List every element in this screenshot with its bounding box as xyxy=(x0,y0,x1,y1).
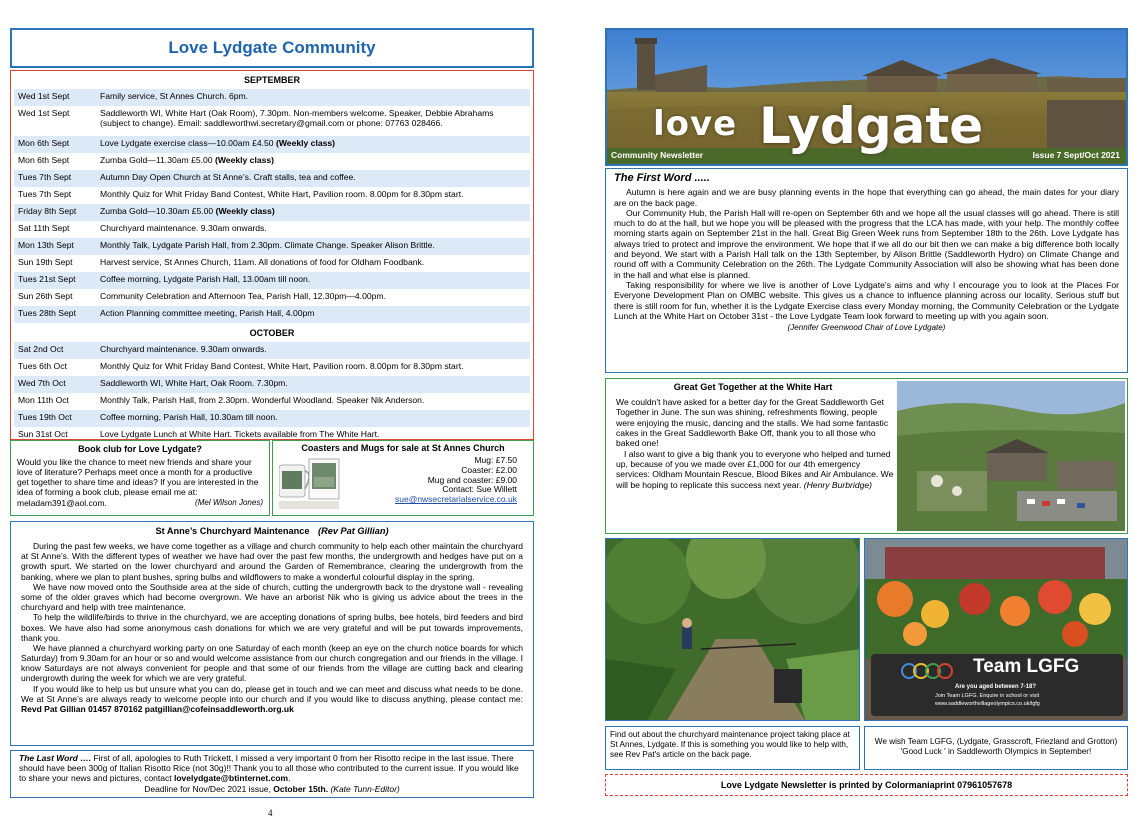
event-date: Mon 6th Sept xyxy=(18,154,70,165)
calendar-event-row xyxy=(14,153,530,170)
first-word-heading: The First Word ..... xyxy=(614,172,710,184)
event-date: Friday 8th Sept xyxy=(18,205,77,216)
stannes-article xyxy=(10,521,534,746)
first-word-box xyxy=(605,168,1128,373)
calendar-event-row xyxy=(14,170,530,187)
calendar-event-row xyxy=(14,342,530,359)
month-heading-september: SEPTEMBER xyxy=(243,75,300,85)
event-date: Tues 7th Sept xyxy=(18,188,72,199)
event-description: Coffee morning, Lydgate Parish Hall, 13.00am till noon. xyxy=(100,273,311,284)
event-date: Tues 21st Sept xyxy=(18,273,76,284)
churchyard-photo xyxy=(605,538,860,721)
team-banner-tagline: Are you aged between 7-18? xyxy=(955,684,1037,690)
coasters-heading: Coasters and Mugs for sale at St Annes Church xyxy=(301,443,505,453)
deadline-line xyxy=(19,784,525,794)
calendar-event-row xyxy=(14,89,530,106)
calendar-event-row xyxy=(14,393,530,410)
event-description: Autumn Day Open Church at St Anne’s. Craft stalls, tea and coffee. xyxy=(100,171,356,182)
get-together-box xyxy=(605,378,1128,534)
event-description: Saddleworth WI, White Hart, Oak Room. 7.30pm. xyxy=(100,377,288,388)
event-description: Zumba Gold—10.30am £5.00 (Weekly class) xyxy=(100,205,275,216)
get-together-author: (Henry Burbridge) xyxy=(803,479,873,490)
event-date: Wed 1st Sept xyxy=(18,90,70,101)
calendar-event-row xyxy=(14,238,530,255)
aerial-village-photo xyxy=(897,381,1125,531)
masthead-love: love xyxy=(653,104,738,144)
page-title: Love Lydgate Community xyxy=(168,37,376,57)
event-date: Mon 6th Sept xyxy=(18,137,70,148)
deadline-date: October 15th. xyxy=(273,783,329,794)
event-description: Monthly Quiz for Whit Friday Band Contest, White Hart, Pavilion room. 8.00pm for 8.30pm start. xyxy=(100,360,464,371)
printed-by-banner: Love Lydgate Newsletter is printed by Colormaniaprint 07961057678 xyxy=(605,774,1128,796)
event-description: Coffee morning, Parish Hall, 10.30am till noon. xyxy=(100,411,278,422)
stannes-paragraph: To help the wildlife/birds to thrive in the churchyard, we are accepting donations of spring bulbs, bee hotels, bird feeders and bird boxes. We have also had some anonymous cash donations for which we are very grateful and will be put towards improvements, thank you. xyxy=(21,612,523,643)
get-together-p2: I also want to give a big thank you to everyone who helped and turned up, because of you we made over £1,000 for our 4th emergency services: Oldham Mountain Rescue, Blood Bikes and Air Ambulance. We will be hoping to replicate this success next year. xyxy=(616,448,894,490)
september-event-list xyxy=(14,89,530,323)
event-description: Action Planning committee meeting, Parish Hall, 4.00pm xyxy=(100,307,315,318)
get-together-paragraph xyxy=(616,449,896,490)
last-word-email-link[interactable]: lovelydgate@btinternet.com xyxy=(173,773,289,784)
stannes-contact: Revd Pat Gillian 01457 870162 patgillian@cofeinsaddleworth.org.uk xyxy=(21,704,294,715)
newsletter-title-box xyxy=(10,28,534,68)
stannes-heading-author: (Rev Pat Gillian) xyxy=(318,526,389,536)
calendar-event-row xyxy=(14,204,530,221)
event-date: Tues 28th Sept xyxy=(18,307,76,318)
event-date: Sun 26th Sept xyxy=(18,290,73,301)
event-date: Mon 11th Oct xyxy=(18,394,69,405)
team-banner-web: www.saddleworthvillageolympics.co.uk/lgfg xyxy=(935,701,1040,707)
last-word-body: The Last Word …. First of all, apologies to Ruth Trickett, I missed a very important 0 from her Risotto recipe in the last issue. There should have been 300g of Italian Risotto Rice (not 30g)!! Thank you to all those who contributed to the current issue. If you would like to share your news and pictures, contact lovelydgate@btinternet.com. xyxy=(19,753,519,784)
last-word-heading: The Last Word …. xyxy=(19,753,92,763)
contact-email-link[interactable]: sue@nwsecretarialservice.co.uk xyxy=(394,494,517,505)
event-note: (Weekly class) xyxy=(215,205,275,216)
last-word-text: First of all, apologies to Ruth Trickett, I missed a very important 0 from her Risotto recipe in the last issue. There should have been 300g of Italian Risotto Rice (not 30g)!! Thank you to all those who contributed to the current issue. If you would like to share your news and pictures, contact xyxy=(19,753,519,784)
event-description: Family service, St Annes Church. 6pm. xyxy=(100,90,249,101)
event-description: Monthly Talk, Parish Hall, from 2.30pm. Wonderful Woodland. Speaker Nik Anderson. xyxy=(100,394,425,405)
stannes-heading-text: St Anne’s Churchyard Maintenance xyxy=(155,526,310,536)
calendar-event-row xyxy=(14,376,530,393)
event-date: Tues 6th Oct xyxy=(18,360,67,371)
team-banner-name: Team LGFG xyxy=(973,656,1080,677)
event-description: Monthly Quiz for Whit Friday Band Contest, White Hart, Pavilion room. 8.00pm for 8.30pm start. xyxy=(100,188,464,199)
churchyard-caption: Find out about the churchyard maintenance project taking place at St Annes, Lydgate. If this is something you would like to help with, see Rev Pat's article on the back page. xyxy=(605,726,860,770)
event-note: (Weekly class) xyxy=(214,154,275,165)
team-banner-join: Join Team LGFG. Enquire in school or visit xyxy=(935,693,1040,699)
editor-credit: (Kate Tunn-Editor) xyxy=(330,783,400,794)
stannes-paragraph: During the past few weeks, we have come together as a village and church community to help each other maintain the churchyard at St Anne’s. With the different types of weather we have had over the past few months, the undergrowth and hedges have put on a growth spurt. We started on the lower churchyard and around the Garden of Remembrance, clearing the undergrowth from the banking, where we plan to plant bushes, spring bulbs and wildflowers to make a wonderful colourful display in the spring. xyxy=(21,541,523,582)
event-description: Churchyard maintenance. 9.30am onwards. xyxy=(100,222,267,233)
page-number: 4 xyxy=(268,808,273,818)
event-date: Tues 19th Oct xyxy=(18,411,72,422)
calendar-event-row xyxy=(14,106,530,136)
event-description: Saddleworth WI, White Hart (Oak Room), 7.30pm. Non-members welcome. Speaker, Debbie Abrahams (subject to change). Email: saddleworthwi.secretary@gmail.com or phone: 07763 028466. xyxy=(100,107,494,129)
deadline-text: Deadline for Nov/Dec 2021 issue, xyxy=(144,783,274,794)
team-caption: We wish Team LGFG, (Lydgate, Grasscroft, Friezland and Grotton) 'Good Luck ' in Saddleworth Olympics in September! xyxy=(864,726,1128,770)
last-word-box xyxy=(10,750,534,798)
get-together-text xyxy=(616,397,896,490)
bookclub-box xyxy=(10,440,270,516)
coaster-price: Coaster: £2.00 xyxy=(461,464,517,475)
event-description: Community Celebration and Afternoon Tea, Parish Hall, 12.30pm—4.00pm. xyxy=(100,290,386,301)
bundle-price: Mug and coaster: £9.00 xyxy=(427,474,517,485)
event-date: Sun 19th Sept xyxy=(18,256,73,267)
stannes-paragraph xyxy=(21,684,523,715)
month-heading-october: OCTOBER xyxy=(249,327,295,338)
mugs-image xyxy=(279,457,341,511)
event-date: Sat 11th Sept xyxy=(18,222,70,233)
event-description: Love Lydgate Lunch at White Hart. Tickets available from The White Hart. xyxy=(100,428,380,439)
calendar-event-row xyxy=(14,289,530,306)
calendar-event-row xyxy=(14,255,530,272)
contact-name: Contact: Sue Willett xyxy=(442,484,517,495)
event-date: Tues 7th Sept xyxy=(18,171,72,182)
event-date: Wed 1st Sept xyxy=(18,107,70,118)
bookclub-body: Would you like the chance to meet new friends and share your love of literature? Perhaps meet once a month for a productive get together to share time and ideas? If you are interested in the idea of forming a book club, please email me at: meladam391@aol.com. xyxy=(17,456,259,508)
stannes-paragraph: We have now moved onto the Southside area at the side of church, cutting the undergrowth back to the drystone wall - revealing some of the older graves which had become overgrown. We have an arborist Nik who is giving us advice about the trees in the churchyard and help with tree maintenance. xyxy=(21,581,523,613)
calendar-event-row xyxy=(14,359,530,376)
calendar-event-row xyxy=(14,187,530,204)
coasters-info xyxy=(359,456,529,505)
event-date: Sat 2nd Oct xyxy=(18,343,64,354)
event-description: Love Lydgate exercise class—10.00am £4.50 (Weekly class) xyxy=(100,137,336,148)
bookclub-heading: Book club for Love Lydgate? xyxy=(78,444,202,454)
first-word-paragraph: Our Community Hub, the Parish Hall will re-open on September 6th and we hope all the usual classes will go ahead. There is still much to do at the hall, but we hope you will be pleased with the progress that the LCA has made, with your help. The monthly coffee morning starts again on September 21st in the hall. Great Big Green Week runs from September 18th to the 26th. Love Lydgate has always tried to protect and improve the environment. We hope that if we all do our bit then we can make a big difference both locally and beyond. We start with a Parish Hall talk on the 13th September, by Alison Brittle (Saddleworth Hydro) on Climate Change and round off with a Community Celebration on the 26th. The Lydgate Community Association will also be showing what has been done in the hall and what else is planned. xyxy=(614,207,1119,280)
event-date: Sun 31st Oct xyxy=(18,428,68,439)
event-description: Churchyard maintenance. 9.30am onwards. xyxy=(100,343,267,354)
event-date: Wed 7th Oct xyxy=(18,377,66,388)
event-description: Harvest service, St Annes Church, 11am. All donations of food for Oldham Foodbank. xyxy=(100,256,425,267)
event-date: Mon 13th Sept xyxy=(18,239,74,250)
event-note: (Weekly class) xyxy=(275,137,336,148)
first-word-paragraph: Taking responsibility for where we live is another of Love Lydgate’s aims and why I encourage you to look at the Places For Everyone Development Plan on OMBC website. This gives us a chance to influence planning across our locality. Serious stuff but there is still room for fun, whether it is the Lydgate Exercise class every Monday morning, the Community Celebration or the Lydgate Lunch at the White Hart on October 31st - the Love Lydgate Team look forward to meeting up with you again soon. xyxy=(614,280,1119,321)
stannes-heading xyxy=(21,526,523,537)
masthead-community-label: Community Newsletter xyxy=(611,150,704,160)
calendar-event-row xyxy=(14,306,530,323)
calendar-event-row xyxy=(14,221,530,238)
stannes-paragraph: We have planned a churchyard working party on one Saturday of each month (keep an eye on the church notice boards for which Saturday) from 9.30am for an hour or so and would welcome assistance from our church congregation and our friends in the village. I know Saturdays are not always convenient for people and that some of our friends from the village are cutting back and clearing undergrowth during the week for which we are very grateful. xyxy=(21,642,523,684)
team-lgfg-photo xyxy=(864,538,1128,721)
mug-price: Mug: £7.50 xyxy=(474,455,517,465)
get-together-paragraph: We couldn't have asked for a better day for the Great Saddleworth Get Together in June. The sun was shining, refreshments flowing, people were enjoying the music, dancing and the stalls. We had some fantastic cakes in the Great Saddleworth Bake Off, thank you to all those who baked one! xyxy=(616,397,889,449)
masthead xyxy=(605,28,1128,166)
coasters-box xyxy=(272,440,534,516)
masthead-issue-label: Issue 7 Sept/Oct 2021 xyxy=(1032,150,1120,160)
first-word-paragraph: Autumn is here again and we are busy planning events in the hope that everything can go ahead, the main dates for your diary are on the back page. xyxy=(614,187,1119,208)
calendar-event-row xyxy=(14,410,530,427)
stannes-p5-text: If you would like to help us but unsure what you can do, please get in touch and we can meet and discuss what needs to be done. We at St Anne’s are always ready to welcome people into our church and if you would like to discuss anything, please contact me: xyxy=(21,683,523,704)
first-word-signature: (Jennifer Greenwood Chair of Love Lydgate) xyxy=(787,323,946,333)
events-calendar xyxy=(10,70,534,440)
event-description: Zumba Gold—11.30am £5.00 (Weekly class) xyxy=(100,154,275,165)
get-together-heading: Great Get Together at the White Hart xyxy=(673,382,833,392)
event-description: Monthly Talk, Lydgate Parish Hall, from 2.30pm. Climate Change. Speaker Alison Brittle. xyxy=(100,239,435,250)
calendar-event-row xyxy=(14,272,530,289)
masthead-lydgate: Lydgate xyxy=(759,97,984,155)
calendar-event-row xyxy=(14,136,530,153)
bookclub-author: (Mel Wilson Jones) xyxy=(195,497,263,507)
october-event-list xyxy=(14,342,530,444)
